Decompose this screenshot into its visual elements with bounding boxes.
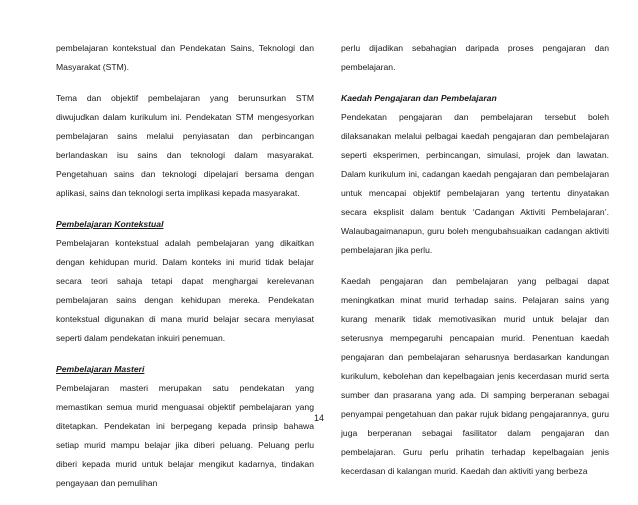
heading-kaedah-pengajaran: Kaedah Pengajaran dan Pembelajaran xyxy=(341,93,497,103)
paragraph-stm-intro: pembelajaran kontekstual dan Pendekatan Sains, Teknologi dan Masyarakat (STM). xyxy=(56,43,314,72)
paragraph-continuation: perlu dijadikan sebahagian daripada proses pengajaran dan pembelajaran. xyxy=(341,43,609,72)
heading-pembelajaran-masteri: Pembelajaran Masteri xyxy=(56,364,145,374)
paragraph-kaedah-pelbagai: Kaedah pengajaran dan pembelajaran yang pelbagai dapat meningkatkan minat murid terhadap sains. Pelajaran sains yang kurang menarik tidak memotivasikan murid untuk belajar dan seterusnya mempegaruhi pencapaian murid. Penentuan kaedah pengajaran dan pembelajaran seharusnya berdasarkan kandungan kurikulum, kebolehan dan kepelbagaian jenis kecerdasan murid serta sumber dan prasarana yang ada. Di samping berperanan sebagai penyampai pengetahuan dan pakar rujuk bidang pengajarannya, guru juga berperanan sebagai fasilitator dalam pengajaran dan pembelajaran. Guru perlu prihatin terhadap kepelbagaian jenis kecerdasan di kalangan murid. Kaedah dan aktiviti yang berbeza xyxy=(341,276,609,476)
page-number: 14 xyxy=(313,413,324,423)
left-column xyxy=(56,39,314,505)
paragraph-stm-theme: Tema dan objektif pembelajaran yang berunsurkan STM diwujudkan dalam kurikulum ini. Pendekatan STM mengesyorkan pembelajaran sains melalui penyiasatan dan perbincangan berlandaskan isu sains dan teknologi dalam masyarakat. Pengetahuan sains dan teknologi dipelajari bersama dengan aplikasi, sains dan teknologi serta implikasi kepada masyarakat. xyxy=(56,93,314,198)
right-column xyxy=(341,39,609,493)
paragraph-kontekstual: Pembelajaran kontekstual adalah pembelajaran yang dikaitkan dengan kehidupan murid. Dalam konteks ini murid tidak belajar secara teori sahaja tetapi dapat menghargai kerelevanan pembelajaran sains dengan kehidupan mereka. Pendekatan kontekstual digunakan di mana murid belajar secara menyiasat seperti dalam pendekatan inkuiri penemuan. xyxy=(56,238,314,343)
heading-pembelajaran-kontekstual: Pembelajaran Kontekstual xyxy=(56,219,164,229)
paragraph-kaedah: Pendekatan pengajaran dan pembelajaran tersebut boleh dilaksanakan melalui pelbagai kaedah pengajaran dan pembelajaran seperti eksperimen, perbincangan, simulasi, projek dan lawatan. Dalam kurikulum ini, cadangan kaedah pengajaran dan pembelajaran untuk mencapai objektif pembelajaran yang tertentu dinyatakan secara eksplisit dalam bentuk ‘Cadangan Aktiviti Pembelajaran’. Walaubagaimanapun, guru boleh mengubahsuaikan cadangan aktiviti pembelajaran jika perlu. xyxy=(341,112,609,255)
paragraph-masteri: Pembelajaran masteri merupakan satu pendekatan yang memastikan semua murid menguasai objektif pembelajaran yang ditetapkan. Pendekatan ini berpegang kepada prinsip bahawa setiap murid mampu belajar jika diberi peluang. Peluang perlu diberi kepada murid untuk belajar mengikut kadarnya, tindakan pengayaan dan pemulihan xyxy=(56,383,314,488)
